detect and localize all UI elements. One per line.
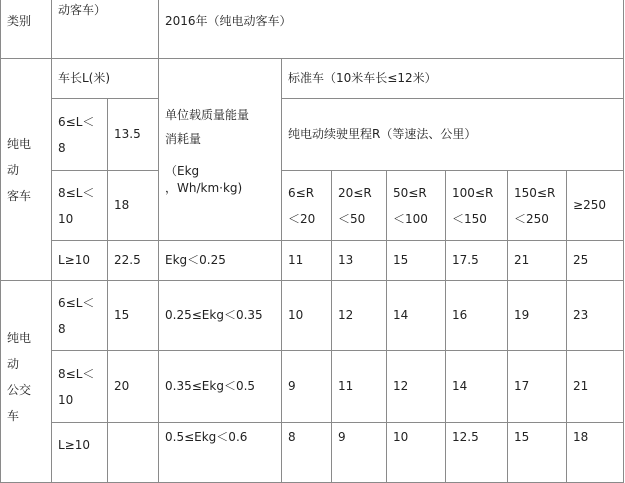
value-cell: 19 [508,281,567,351]
range-col-header: ≥250 [567,171,624,241]
table-row [1,59,624,99]
year2015-header: 动客车） [52,0,159,59]
range-col-header: 150≤R ＜250 [508,171,567,241]
value-cell: 16 [446,281,508,351]
ekg-cell: Ekg＜0.25 [159,241,282,281]
value-2015-cell: 22.5 [108,241,159,281]
standard-header: 标准车（10米车长≤12米） [282,59,624,99]
table-row [1,241,624,281]
value-2015-cell [108,423,159,483]
transit-category: 纯电 动 公交 车 [1,281,52,483]
table-row [1,171,624,241]
value-cell: 17.5 [446,241,508,281]
range-col-header: 50≤R ＜100 [387,171,446,241]
value-cell: 12 [387,351,446,423]
value-cell: 21 [567,351,624,423]
value-2015-cell: 13.5 [108,99,159,171]
length-cell: 6≤L＜ 8 [52,281,108,351]
value-cell: 15 [508,423,567,483]
value-cell: 15 [387,241,446,281]
table-row [1,351,624,423]
range-col-header: 20≤R ＜50 [332,171,387,241]
ekg-cell: 0.25≤Ekg＜0.35 [159,281,282,351]
range-col-header: 6≤R ＜20 [282,171,332,241]
value-cell: 12 [332,281,387,351]
value-cell: 17 [508,351,567,423]
ekg-cell: 0.5≤Ekg＜0.6 [159,423,282,483]
range-header: 纯电动续驶里程R（等速法、公里） [282,99,624,171]
value-cell: 23 [567,281,624,351]
value-2015-cell: 18 [108,171,159,241]
length-header: 车长L(米) [52,59,159,99]
range-col-header: 100≤R ＜150 [446,171,508,241]
value-cell: 14 [446,351,508,423]
value-cell: 18 [567,423,624,483]
table-row [1,99,624,171]
value-cell: 11 [332,351,387,423]
value-cell: 25 [567,241,624,281]
value-cell: 10 [282,281,332,351]
value-cell: 10 [387,423,446,483]
table-row [1,281,624,351]
value-cell: 14 [387,281,446,351]
value-cell: 12.5 [446,423,508,483]
bus-category: 纯电 动 客车 [1,59,52,281]
value-cell: 13 [332,241,387,281]
value-cell: 11 [282,241,332,281]
length-cell: L≥10 [52,423,108,483]
table-row [1,423,624,483]
header-row [1,0,624,59]
value-2015-cell: 20 [108,351,159,423]
length-cell: 8≤L＜ 10 [52,171,108,241]
value-cell: 9 [282,351,332,423]
value-cell: 21 [508,241,567,281]
length-cell: 8≤L＜ 10 [52,351,108,423]
year2016-header: 2016年（纯电动客车） [159,0,624,59]
energy-header: 单位载质量能量 消耗量 （Ekg ，Wh/km·kg) [159,59,282,241]
length-cell: L≥10 [52,241,108,281]
value-cell: 8 [282,423,332,483]
category-header: 类别 [1,0,52,59]
ekg-cell: 0.35≤Ekg＜0.5 [159,351,282,423]
value-cell: 9 [332,423,387,483]
value-2015-cell: 15 [108,281,159,351]
length-cell: 6≤L＜ 8 [52,99,108,171]
